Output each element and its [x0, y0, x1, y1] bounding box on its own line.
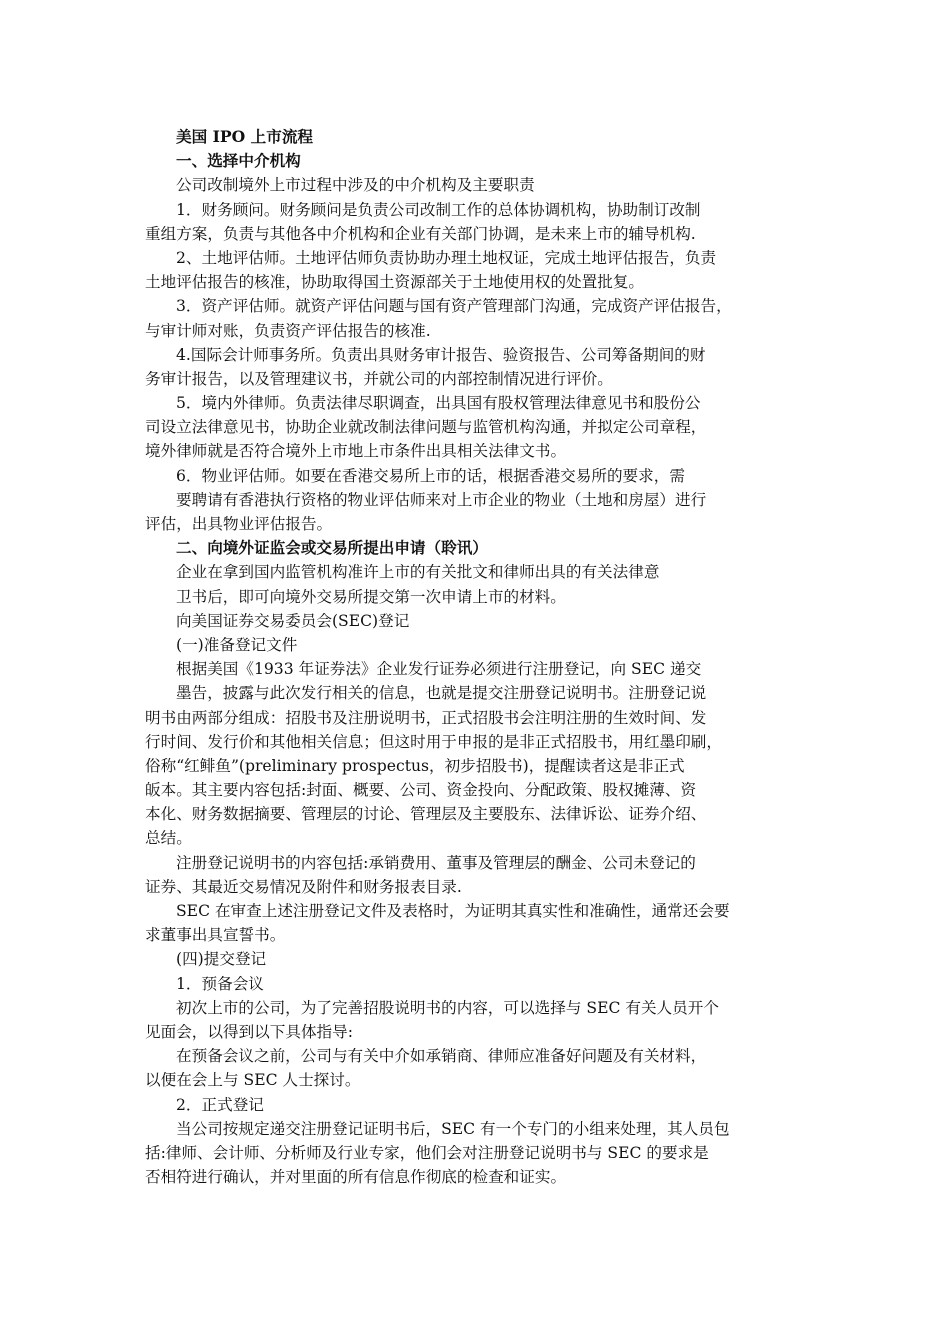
document-body: [145, 125, 815, 1189]
text-line: 4.国际会计师事务所。负责出具财务审计报告、验资报告、公司筹备期间的财: [176, 345, 706, 364]
text-line: 俗称“红鲱鱼”(preliminary prospectus，初步招股书)，提醒读者这是非正式: [145, 756, 685, 775]
section-heading: 二、向境外证监会或交易所提出申请（聆讯）: [176, 538, 488, 558]
text-line: 评估，出具物业评估报告。: [145, 515, 333, 533]
text-line: 括:律师、会计师、分析师及行业专家，他们会对注册登记说明书与 SEC 的要求是: [145, 1143, 709, 1162]
text-line: 3．资产评估师。就资产评估问题与国有资产管理部门沟通，完成资产评估报告，: [176, 297, 732, 316]
text-line: 司设立法律意见书，协助企业就改制法律问题与监管机构沟通，并拟定公司章程，: [145, 418, 707, 437]
text-line: 土地评估报告的核准，协助取得国土资源部关于土地使用权的处置批复。: [145, 273, 645, 292]
text-line: 注册登记说明书的内容包括:承销费用、董事及管理层的酬金、公司未登记的: [176, 853, 696, 872]
text-line: (一)准备登记文件: [176, 635, 298, 654]
text-line: 行时间、发行价和其他相关信息；但这时用于申报的是非正式招股书，用红墨印刷，: [145, 732, 722, 751]
text-line: 以便在会上与 SEC 人士探讨。: [145, 1071, 361, 1090]
text-line: 1．财务顾问。财务顾问是负责公司改制工作的总体协调机构，协助制订改制: [176, 200, 701, 219]
text-line: 当公司按规定递交注册登记证明书后，SEC 有一个专门的小组来处理，其人员包: [176, 1119, 730, 1138]
text-line: 明书由两部分组成：招股书及注册说明书，正式招股书会注明注册的生效时间、发: [145, 708, 707, 727]
text-line: 2．正式登记: [176, 1095, 264, 1114]
text-line: 墨告，披露与此次发行相关的信息，也就是提交注册登记说明书。注册登记说: [176, 684, 707, 703]
text-line: 务审计报告，以及管理建议书，并就公司的内部控制情况进行评价。: [145, 369, 613, 388]
text-line: 证券、其最近交易情况及附件和财务报表目录.: [145, 877, 462, 896]
text-line: 1．预备会议: [176, 974, 264, 993]
section-heading: 一、选择中介机构: [176, 151, 301, 171]
text-line: 否相符进行确认，并对里面的所有信息作彻底的检查和证实。: [145, 1168, 567, 1187]
text-line: 皈本。其主要内容包括:封面、概要、公司、资金投向、分配政策、股权摊薄、资: [145, 781, 697, 800]
text-line: 总结。: [145, 829, 192, 848]
text-line: 与审计师对账，负责资产评估报告的核准.: [145, 321, 431, 340]
text-line: 6．物业评估师。如要在香港交易所上市的话，根据香港交易所的要求，需: [176, 466, 685, 485]
text-line: 求董事出具宣誓书。: [145, 926, 286, 945]
text-line: (四)提交登记: [176, 950, 267, 969]
text-line: 重组方案，负责与其他各中介机构和企业有关部门协调，是未来上市的辅导机构.: [145, 224, 696, 243]
text-line: 见面会，以得到以下具体指导:: [145, 1022, 353, 1041]
section-heading: 美国 IPO 上市流程: [176, 127, 314, 146]
text-line: 在预备会议之前，公司与有关中介如承销商、律师应准备好问题及有关材料，: [176, 1047, 707, 1066]
text-line: 公司改制境外上市过程中涉及的中介机构及主要职责: [176, 176, 535, 195]
text-line: 本化、财务数据摘要、管理层的讨论、管理层及主要股东、法律诉讼、证券介绍、: [145, 805, 707, 824]
text-line: SEC 在审查上述注册登记文件及表格时，为证明其真实性和准确性，通常还会要: [176, 902, 730, 920]
text-line: 卫书后，即可向境外交易所提交第一次申请上市的材料。: [176, 587, 566, 606]
text-line: 5．境内外律师。负责法律尽职调查，出具国有股权管理法律意见书和股份公: [176, 394, 701, 413]
text-line: 初次上市的公司，为了完善招股说明书的内容，可以选择与 SEC 有关人员开个: [176, 998, 719, 1017]
text-line: 向美国证券交易委员会(SEC)登记: [176, 611, 410, 630]
text-line: 境外律师就是否符合境外上市地上市条件出具相关法律文书。: [145, 442, 567, 461]
text-line: 要聘请有香港执行资格的物业评估师来对上市企业的物业（土地和房屋）进行: [176, 490, 707, 509]
text-line: 企业在拿到国内监管机构准许上市的有关批文和律师出具的有关法律意: [176, 563, 660, 582]
text-line: 2、土地评估师。土地评估师负责协助办理土地权证，完成土地评估报告，负责: [176, 248, 717, 267]
text-line: 根据美国《1933 年证券法》企业发行证券必须进行注册登记，向 SEC 递交: [176, 660, 702, 679]
